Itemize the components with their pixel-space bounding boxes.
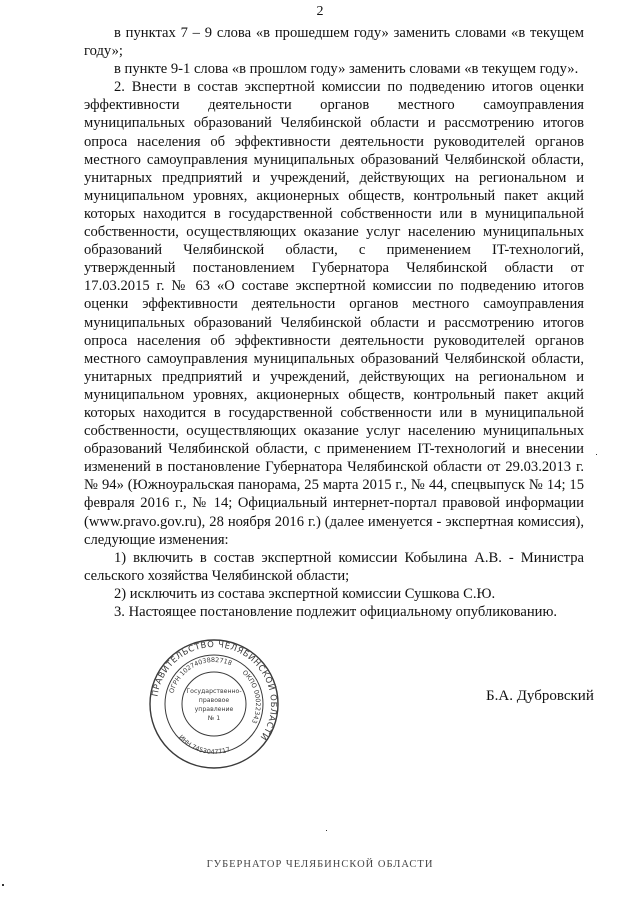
page-number: 2 [316,4,324,19]
paragraph-include-member: 1) включить в состав экспертной комиссии Кобылина А.В. - Министра сельского хозяйства Челябинской области; [84,549,584,584]
seal-ogrn-text: ОГРН 1027403882718 [167,655,234,695]
seal-inn-text: ИНН 7453047717 [177,733,232,757]
seal-center-line: управление [194,706,234,713]
seal-center-line: правовое [198,697,230,704]
signature-name: Б.А. Дубровский [486,688,594,704]
paragraph-3-publication: 3. Настоящее постановление подлежит официальному опубликованию. [114,604,558,620]
paragraph-item-7-9: в пунктах 7 – 9 слова «в прошедшем году» заменить словами «в текущем году»; [84,25,584,60]
seal-okpo-text: ОКПО 00022343 [240,668,263,725]
body-text [84,24,584,621]
paragraph-item-9-1: в пункте 9-1 слова «в прошлом году» заменить словами «в текущем году». [114,61,579,78]
paragraph-2-commission-changes: 2. Внести в состав экспертной комиссии по подведению итогов оценки эффективности деятельности органов местного самоуправления муниципальных образований Челябинской области и рассмотрению итогов опроса населения об эффективности деятельности руководителей органов местного самоуправления муниципальных образований Челябинской области, унитарных предприятий и учреждений, действующих на региональном и муниципальном уровнях, акционерных обществ, контрольный пакет акций которых находится в государственной собственности или в муниципальной собственности, осуществляющих оказание услуг населению муниципальных образований Челябинской области, с применением IT-технологий, утвержденный постановлением Губернатора Челябинской области от 17.03.2015 г. № 63 «О составе экспертной комиссии по подведению итогов оценки эффективности деятельности органов местного самоуправления муниципальных образований Челябинской области и рассмотрению итогов опроса населения об эффективности деятельности руководителей органов местного самоуправления муниципальных образований Челябинской области, унитарных предприятий и учреждений, действующих на региональном и муниципальном уровнях, акционерных обществ, контрольный пакет акций которых находится в государственной собственности или в муниципальной собственности, осуществляющих оказание услуг населению муниципальных образований Челябинской области, с применением IT-технологий и внесении изменений в постановление Губернатора Челябинской области от 29.03.2013 г. № 94» (Южноуральская панорама, 25 марта 2015 г., № 44, спецвыпуск № 14; 15 февраля 2016 г., № 14; Официальный интернет-портал правовой информации (www.pravo.gov.ru), 28 ноября 2016 г.) (далее именуется - экспертная комиссия), следующие изменения: [84,79,584,548]
seal-center-line: № 1 [207,715,221,722]
seal-center-line: Государственно- [186,688,242,695]
svg-text:ИНН 7453047717 [177,733,231,756]
footer-title: ГУБЕРНАТОР ЧЕЛЯБИНСКОЙ ОБЛАСТИ [206,859,434,870]
scan-speck [2,884,4,886]
seal-outer-text: ПРАВИТЕЛЬСТВО ЧЕЛЯБИНСКОЙ ОБЛАСТИ [149,638,280,743]
paragraph-exclude-member: 2) исключить из состава экспертной комиссии Сушкова С.Ю. [114,585,496,602]
official-seal [148,638,280,770]
scan-speck [596,454,597,455]
scan-speck [326,830,327,831]
